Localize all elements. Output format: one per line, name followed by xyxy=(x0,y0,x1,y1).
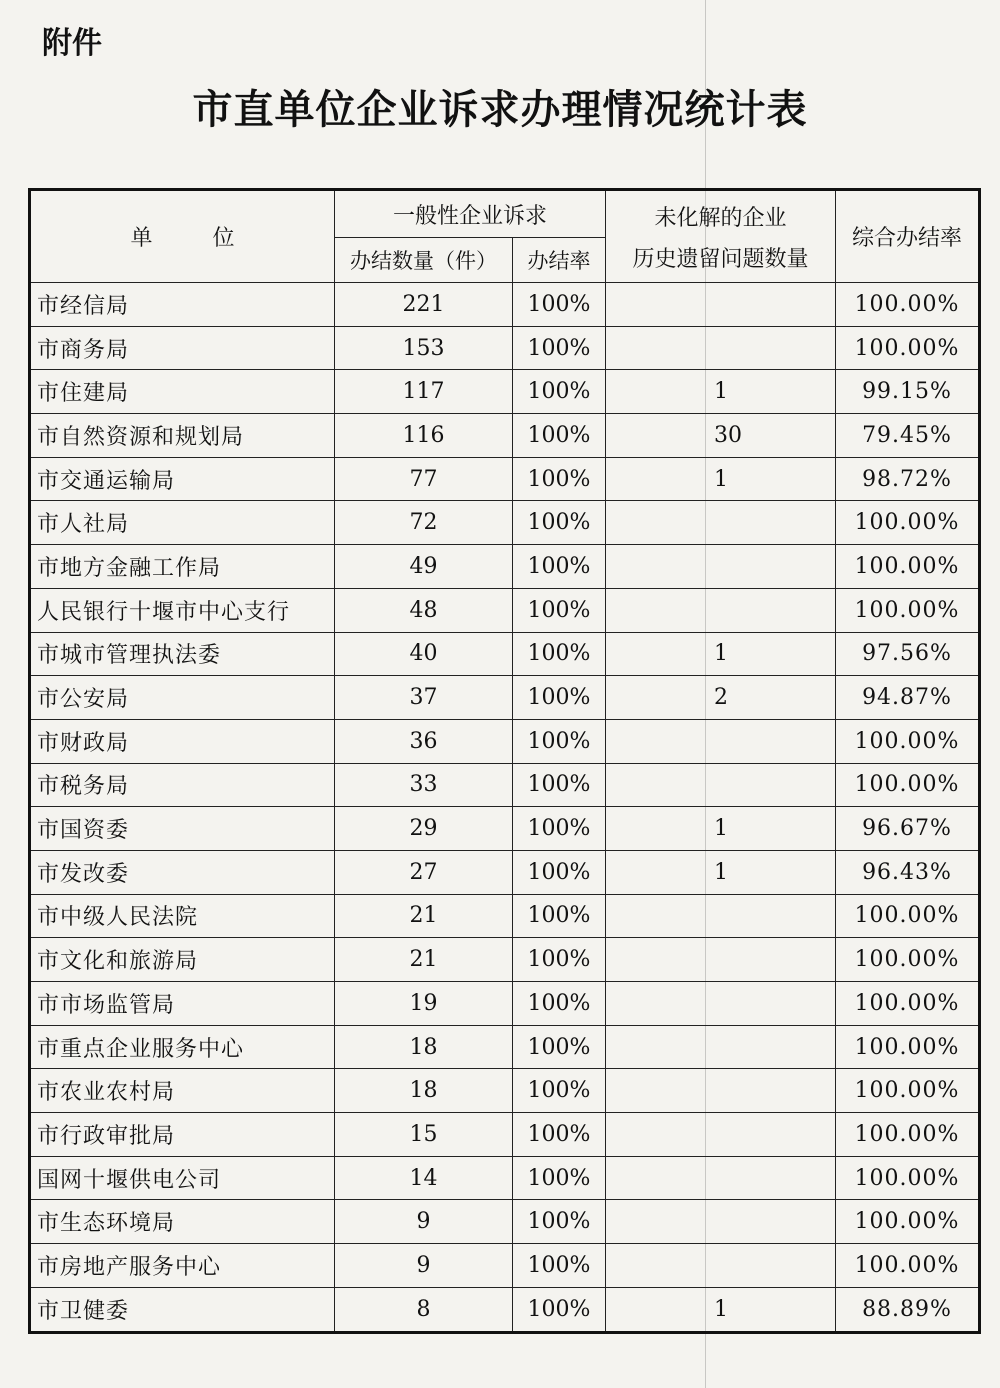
table-row xyxy=(30,894,980,938)
unit-name-cell: 市税务局 xyxy=(30,763,335,807)
rate-cell: 100% xyxy=(513,1287,606,1332)
count-cell: 29 xyxy=(335,807,513,851)
unit-name-cell: 市人社局 xyxy=(30,501,335,545)
table-row xyxy=(30,1156,980,1200)
table-row xyxy=(30,501,980,545)
unresolved-history-cell xyxy=(606,719,836,763)
count-cell: 18 xyxy=(335,1069,513,1113)
table-row xyxy=(30,1025,980,1069)
unit-name-cell: 市卫健委 xyxy=(30,1287,335,1332)
rate-cell: 100% xyxy=(513,1025,606,1069)
rate-cell: 100% xyxy=(513,370,606,414)
rate-cell: 100% xyxy=(513,894,606,938)
unresolved-history-cell: 30 xyxy=(606,414,836,458)
rate-cell: 100% xyxy=(513,1069,606,1113)
rate-cell: 100% xyxy=(513,501,606,545)
total-rate-cell: 100.00% xyxy=(836,1200,980,1244)
rate-cell: 100% xyxy=(513,807,606,851)
unresolved-history-cell xyxy=(606,982,836,1026)
total-rate-cell: 99.15% xyxy=(836,370,980,414)
unit-name-cell: 市商务局 xyxy=(30,326,335,370)
rate-cell: 100% xyxy=(513,545,606,589)
unresolved-history-cell: 1 xyxy=(606,807,836,851)
rate-cell: 100% xyxy=(513,982,606,1026)
unresolved-history-cell xyxy=(606,938,836,982)
unresolved-history-cell: 1 xyxy=(606,457,836,501)
table-row xyxy=(30,1113,980,1157)
total-rate-cell: 100.00% xyxy=(836,326,980,370)
total-rate-cell: 97.56% xyxy=(836,632,980,676)
total-rate-cell: 98.72% xyxy=(836,457,980,501)
count-cell: 9 xyxy=(335,1244,513,1288)
unresolved-history-cell xyxy=(606,1244,836,1288)
rate-cell: 100% xyxy=(513,414,606,458)
page-title: 市直单位企业诉求办理情况统计表 xyxy=(192,87,808,133)
rate-cell: 100% xyxy=(513,938,606,982)
count-cell: 27 xyxy=(335,850,513,894)
header-rate: 办结率 xyxy=(513,238,606,283)
count-cell: 21 xyxy=(335,938,513,982)
unit-name-cell: 市地方金融工作局 xyxy=(30,545,335,589)
count-cell: 33 xyxy=(335,763,513,807)
count-cell: 221 xyxy=(335,283,513,327)
count-cell: 72 xyxy=(335,501,513,545)
rate-cell: 100% xyxy=(513,1113,606,1157)
attachment-label: 附件 xyxy=(42,26,102,61)
count-cell: 15 xyxy=(335,1113,513,1157)
unresolved-history-cell: 2 xyxy=(606,676,836,720)
unresolved-history-cell xyxy=(606,545,836,589)
rate-cell: 100% xyxy=(513,676,606,720)
unit-name-cell: 市国资委 xyxy=(30,807,335,851)
table-row xyxy=(30,719,980,763)
total-rate-cell: 100.00% xyxy=(836,719,980,763)
total-rate-cell: 100.00% xyxy=(836,1156,980,1200)
table-row xyxy=(30,1200,980,1244)
unit-name-cell: 市生态环境局 xyxy=(30,1200,335,1244)
count-cell: 40 xyxy=(335,632,513,676)
unresolved-history-cell xyxy=(606,1025,836,1069)
count-cell: 18 xyxy=(335,1025,513,1069)
table-row xyxy=(30,676,980,720)
table-row xyxy=(30,326,980,370)
table-row xyxy=(30,807,980,851)
unit-name-cell: 市发改委 xyxy=(30,850,335,894)
unresolved-history-cell: 1 xyxy=(606,1287,836,1332)
total-rate-cell: 100.00% xyxy=(836,938,980,982)
total-rate-cell: 88.89% xyxy=(836,1287,980,1332)
rate-cell: 100% xyxy=(513,457,606,501)
count-cell: 9 xyxy=(335,1200,513,1244)
total-rate-cell: 100.00% xyxy=(836,1025,980,1069)
table-row xyxy=(30,414,980,458)
unresolved-history-cell xyxy=(606,326,836,370)
total-rate-cell: 100.00% xyxy=(836,763,980,807)
header-general-requests: 一般性企业诉求 xyxy=(335,190,606,238)
unresolved-history-cell xyxy=(606,1200,836,1244)
count-cell: 48 xyxy=(335,588,513,632)
total-rate-cell: 79.45% xyxy=(836,414,980,458)
count-cell: 153 xyxy=(335,326,513,370)
unit-name-cell: 市财政局 xyxy=(30,719,335,763)
rate-cell: 100% xyxy=(513,719,606,763)
table-row xyxy=(30,283,980,327)
table-row xyxy=(30,850,980,894)
unresolved-history-cell xyxy=(606,283,836,327)
unresolved-history-cell: 1 xyxy=(606,850,836,894)
count-cell: 77 xyxy=(335,457,513,501)
unit-name-cell: 市自然资源和规划局 xyxy=(30,414,335,458)
total-rate-cell: 96.67% xyxy=(836,807,980,851)
unresolved-history-cell xyxy=(606,1156,836,1200)
header-unresolved-history xyxy=(606,190,836,283)
rate-cell: 100% xyxy=(513,588,606,632)
unit-name-cell: 市经信局 xyxy=(30,283,335,327)
total-rate-cell: 100.00% xyxy=(836,501,980,545)
statistics-table xyxy=(28,188,981,1334)
table-row xyxy=(30,588,980,632)
table-row xyxy=(30,545,980,589)
rate-cell: 100% xyxy=(513,1244,606,1288)
header-history-line1: 未化解的企业 xyxy=(654,205,787,231)
unit-name-cell: 国网十堰供电公司 xyxy=(30,1156,335,1200)
total-rate-cell: 100.00% xyxy=(836,894,980,938)
table-row xyxy=(30,457,980,501)
unresolved-history-cell xyxy=(606,763,836,807)
unit-name-cell: 市城市管理执法委 xyxy=(30,632,335,676)
rate-cell: 100% xyxy=(513,326,606,370)
total-rate-cell: 100.00% xyxy=(836,588,980,632)
unit-name-cell: 市房地产服务中心 xyxy=(30,1244,335,1288)
unit-name-cell: 市住建局 xyxy=(30,370,335,414)
unit-name-cell: 市农业农村局 xyxy=(30,1069,335,1113)
count-cell: 21 xyxy=(335,894,513,938)
rate-cell: 100% xyxy=(513,850,606,894)
unit-name-cell: 市公安局 xyxy=(30,676,335,720)
total-rate-cell: 100.00% xyxy=(836,1113,980,1157)
rate-cell: 100% xyxy=(513,283,606,327)
count-cell: 117 xyxy=(335,370,513,414)
table-row xyxy=(30,763,980,807)
unresolved-history-cell xyxy=(606,1069,836,1113)
unresolved-history-cell: 1 xyxy=(606,370,836,414)
count-cell: 49 xyxy=(335,545,513,589)
unresolved-history-cell xyxy=(606,501,836,545)
table-row xyxy=(30,938,980,982)
unit-name-cell: 市市场监管局 xyxy=(30,982,335,1026)
unit-name-cell: 人民银行十堰市中心支行 xyxy=(30,588,335,632)
table-row xyxy=(30,370,980,414)
header-total-rate: 综合办结率 xyxy=(836,190,980,283)
unit-name-cell: 市行政审批局 xyxy=(30,1113,335,1157)
total-rate-cell: 94.87% xyxy=(836,676,980,720)
unit-name-cell: 市交通运输局 xyxy=(30,457,335,501)
rate-cell: 100% xyxy=(513,1200,606,1244)
unit-name-cell: 市中级人民法院 xyxy=(30,894,335,938)
total-rate-cell: 100.00% xyxy=(836,283,980,327)
total-rate-cell: 100.00% xyxy=(836,1244,980,1288)
unresolved-history-cell xyxy=(606,1113,836,1157)
rate-cell: 100% xyxy=(513,632,606,676)
unit-name-cell: 市重点企业服务中心 xyxy=(30,1025,335,1069)
unresolved-history-cell xyxy=(606,894,836,938)
unresolved-history-cell xyxy=(606,588,836,632)
table-row xyxy=(30,1069,980,1113)
total-rate-cell: 100.00% xyxy=(836,982,980,1026)
header-unit: 单位 xyxy=(30,190,335,283)
count-cell: 14 xyxy=(335,1156,513,1200)
total-rate-cell: 100.00% xyxy=(836,1069,980,1113)
table-row xyxy=(30,1287,980,1332)
table-row xyxy=(30,632,980,676)
rate-cell: 100% xyxy=(513,1156,606,1200)
total-rate-cell: 96.43% xyxy=(836,850,980,894)
count-cell: 19 xyxy=(335,982,513,1026)
count-cell: 36 xyxy=(335,719,513,763)
header-history-line2: 历史遗留问题数量 xyxy=(632,246,809,272)
header-count: 办结数量（件） xyxy=(335,238,513,283)
total-rate-cell: 100.00% xyxy=(836,545,980,589)
unresolved-history-cell: 1 xyxy=(606,632,836,676)
table-row xyxy=(30,982,980,1026)
rate-cell: 100% xyxy=(513,763,606,807)
count-cell: 8 xyxy=(335,1287,513,1332)
count-cell: 37 xyxy=(335,676,513,720)
count-cell: 116 xyxy=(335,414,513,458)
table-row xyxy=(30,1244,980,1288)
unit-name-cell: 市文化和旅游局 xyxy=(30,938,335,982)
